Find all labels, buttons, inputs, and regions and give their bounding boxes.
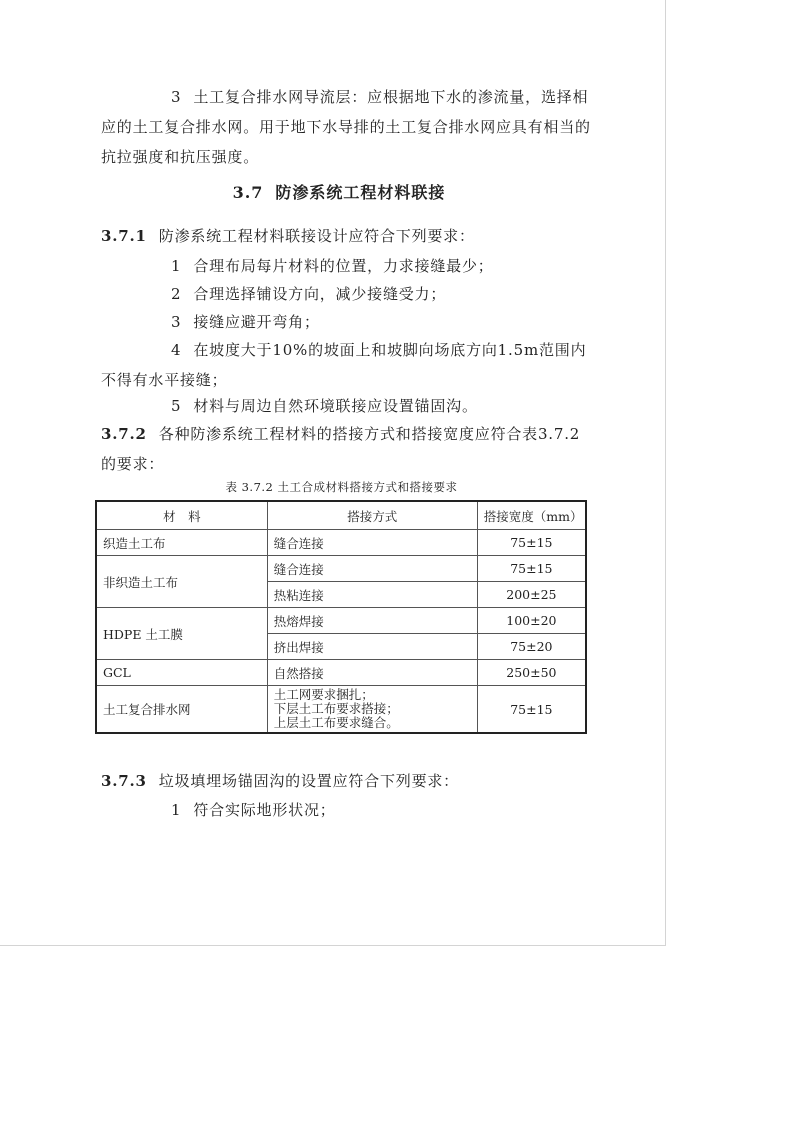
cell-method: 挤出焊接 xyxy=(267,634,477,660)
table-row xyxy=(96,660,586,686)
list-item: 4 在坡度大于10%的坡面上和坡脚向场底方向1.5m范围内不得有水平接缝； xyxy=(101,341,587,389)
cell-width: 75±15 xyxy=(477,686,586,734)
table-header-row xyxy=(96,501,586,530)
method-line: 下层土工布要求搭接； xyxy=(273,701,399,716)
cell-method xyxy=(267,686,477,734)
table-row xyxy=(96,556,586,582)
cell-width: 250±50 xyxy=(477,660,586,686)
cell-material: 非织造土工布 xyxy=(96,556,267,608)
table-row xyxy=(96,686,586,734)
list-item: 2 合理选择铺设方向，减少接缝受力； xyxy=(171,285,447,303)
cell-material: 土工复合排水网 xyxy=(96,686,267,734)
method-line: 上层土工布要求缝合。 xyxy=(273,715,399,730)
cell-method: 热熔焊接 xyxy=(267,608,477,634)
table-row xyxy=(96,608,586,634)
cell-width: 200±25 xyxy=(477,582,586,608)
list-item: 1 符合实际地形状况； xyxy=(171,801,336,819)
header-method: 搭接方式 xyxy=(267,501,477,530)
clause-3-7-1: 3.7.1 防渗系统工程材料联接设计应符合下列要求： xyxy=(101,227,475,245)
clause-3-7-2: 3.7.2 各种防渗系统工程材料的搭接方式和搭接宽度应符合表3.7.2的要求： xyxy=(101,425,581,473)
list-item: 1 合理布局每片材料的位置，力求接缝最少； xyxy=(171,257,494,275)
cell-material: GCL xyxy=(96,660,267,686)
cell-width: 100±20 xyxy=(477,608,586,634)
clause-3-7-3: 3.7.3 垃圾填埋场锚固沟的设置应符合下列要求： xyxy=(101,772,459,790)
header-material: 材 料 xyxy=(96,501,267,530)
cell-width: 75±20 xyxy=(477,634,586,660)
list-item: 5 材料与周边自然环境联接应设置锚固沟。 xyxy=(171,397,478,415)
table-row xyxy=(96,530,586,556)
method-line: 土工网要求捆扎； xyxy=(273,687,374,702)
cell-width: 75±15 xyxy=(477,556,586,582)
table-caption: 表 3.7.2 土工合成材料搭接方式和搭接要求 xyxy=(225,480,458,494)
cell-method: 热粘连接 xyxy=(267,582,477,608)
overlap-requirements-table xyxy=(95,500,587,734)
cell-method: 自然搭接 xyxy=(267,660,477,686)
paragraph-3-3: 3 土工复合排水网导流层：应根据地下水的渗流量，选择相应的土工复合排水网。用于地下水导排的土工复合排水网应具有相当的抗拉强度和抗压强度。 xyxy=(101,88,591,166)
cell-width: 75±15 xyxy=(477,530,586,556)
list-item: 3 接缝应避开弯角； xyxy=(171,313,320,331)
cell-material: 织造土工布 xyxy=(96,530,267,556)
cell-material: HDPE 土工膜 xyxy=(96,608,267,660)
header-width: 搭接宽度（mm） xyxy=(477,501,586,530)
cell-method: 缝合连接 xyxy=(267,530,477,556)
cell-method: 缝合连接 xyxy=(267,556,477,582)
section-heading: 3.7 防渗系统工程材料联接 xyxy=(232,183,446,202)
